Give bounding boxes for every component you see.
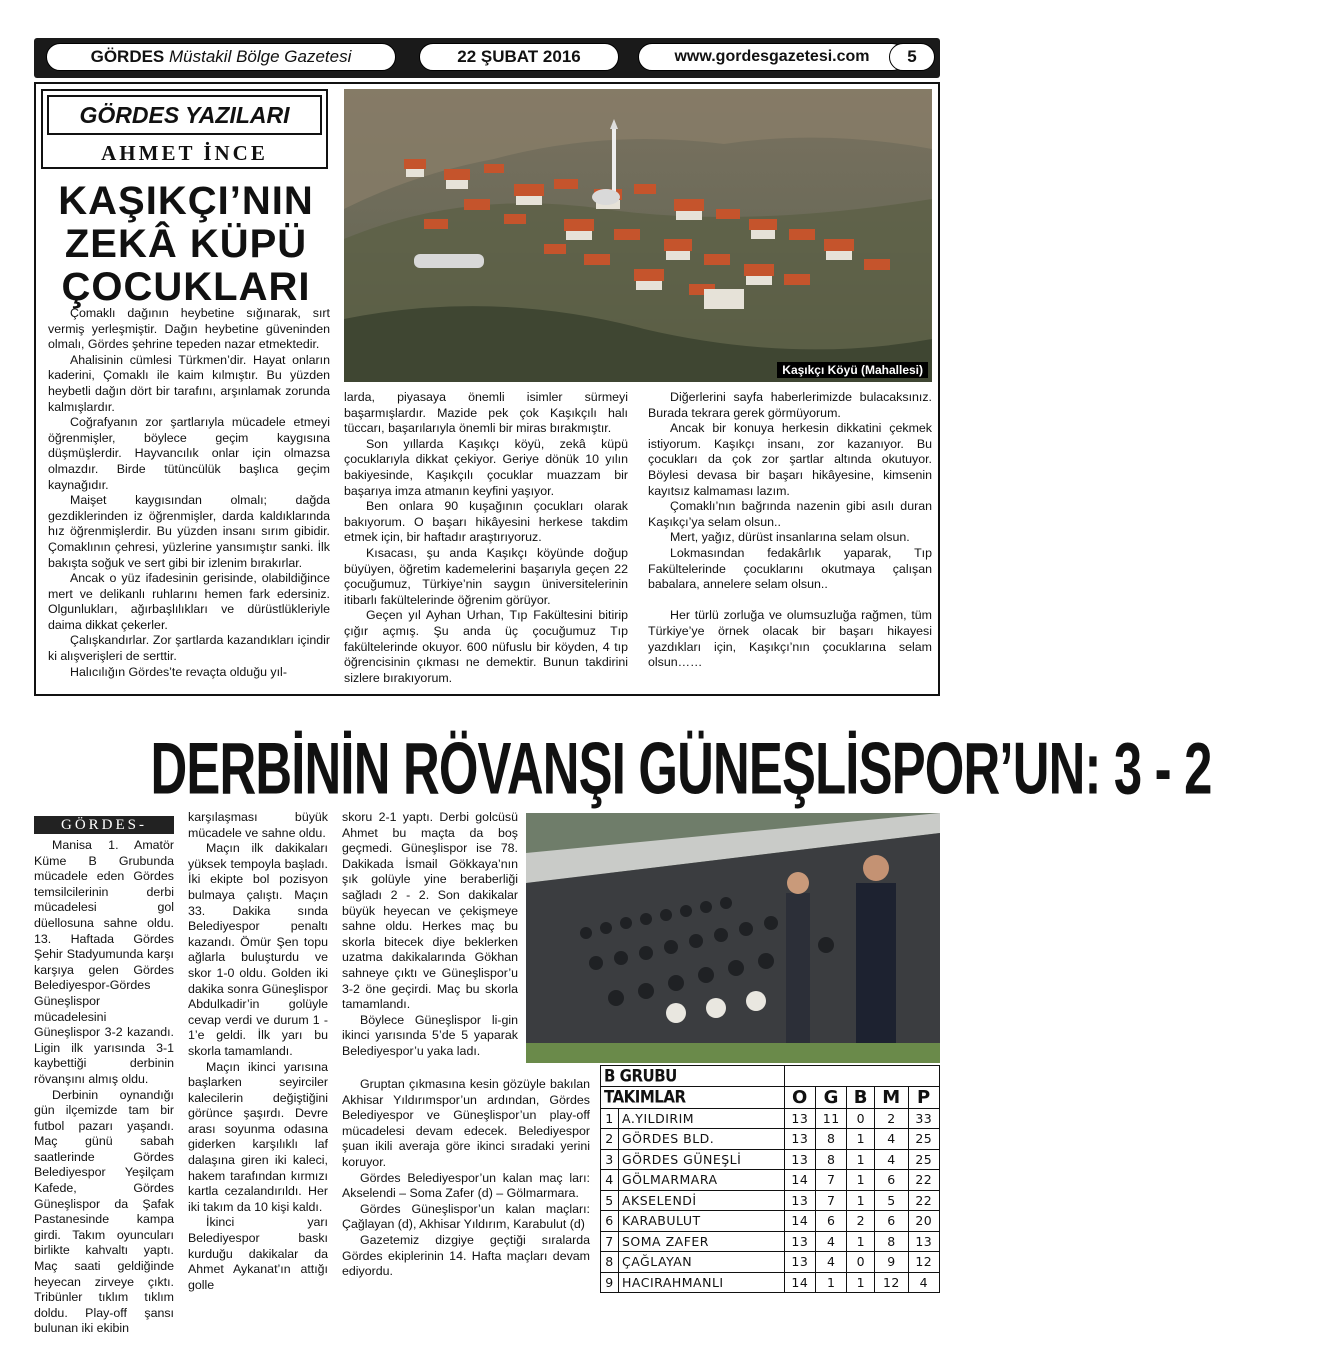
column-header-box [41, 89, 328, 169]
rank-cell: 7 [601, 1231, 619, 1252]
standings-header-blank [784, 1066, 939, 1087]
paragraph: Çalışkandırlar. Zor şartlarda kazandıkları içindir ki alışverişleri de serttir. [48, 633, 330, 664]
paragraph [648, 593, 932, 609]
paragraph: Çomaklı dağının heybetine sığınarak, sırt vermiş yerleşmiştir. Dağın heybetine güveninden olmalı, Gördes şehrine tepeden nazar etmektedir. [48, 306, 330, 352]
column-text-col2 [344, 390, 628, 686]
played-cell: 13 [784, 1231, 815, 1252]
won-cell: 11 [816, 1108, 847, 1129]
match-text-col1 [34, 838, 174, 1337]
lost-cell: 2 [875, 1108, 908, 1129]
points-cell: 25 [908, 1129, 939, 1150]
website-link[interactable]: www.gordesgazetesi.com [638, 43, 906, 71]
lost-cell: 9 [875, 1252, 908, 1273]
paragraph: Coğrafyanın zor şartlarıyla mücadele etmeyi öğrenmişler, böylece geçim kaygısına düşmüşlerdir. Hayvancılık onlar için olmazsa olmazdır. Birde tütüncülük başlıca geçim kaynağıdır. [48, 415, 330, 492]
column-header: B [847, 1086, 875, 1108]
paper-subtitle: Müstakil Bölge Gazetesi [169, 47, 352, 66]
paragraph: Ben onlara 90 kuşağının çocukları olarak bakıyorum. O başarı hikâyesini herkese takdim etmek için, bir haftadır araştırıyoruz. [344, 499, 628, 545]
won-cell: 6 [816, 1211, 847, 1232]
paragraph: larda, piyasaya önemli isimler sürmeyi başarmışlardır. Mazide pek çok Kaşıkçılı halı tüccarı, başarılarıyla önemli bir miras bırakmıştır. [344, 390, 628, 436]
column-text-col3 [648, 390, 932, 671]
won-cell: 4 [816, 1252, 847, 1273]
team-cell: A.YILDIRIM [619, 1108, 785, 1129]
team-cell: HACIRAHMANLI [619, 1272, 785, 1293]
page-number: 5 [889, 43, 935, 71]
played-cell: 13 [784, 1190, 815, 1211]
paragraph: Geçen yıl Ayhan Urhan, Tıp Fakültesini bitirip çığır açmış. Şu anda üç çocuğumuz Tıp fakültelerinde okuyor. 600 nüfuslu bir köyden, 4 tıp öğrencisinin çıkması ne demektir. Bunun takdirini sizlere bırakıyorum. [344, 608, 628, 685]
rank-cell: 4 [601, 1170, 619, 1191]
drawn-cell: 1 [847, 1170, 875, 1191]
paragraph: Her türlü zorluğa ve olumsuzluğa rağmen, tüm Türkiye’ye örnek olacak bir başarı hikayesi yazdıkları için, Kaşıkçı’nın çocuklarına selam olsun…… [648, 608, 932, 670]
paragraph: Halıcılığın Gördes’te revaçta olduğu yıl- [70, 664, 287, 679]
played-cell: 13 [784, 1252, 815, 1273]
paragraph: Gördes Güneşlispor’un kalan maçları: Çağlayan (d), Akhisar Yıldırım, Karabulut (d) [342, 1201, 590, 1232]
match-text-col2 [188, 810, 328, 1293]
match-text-col4 [342, 1077, 590, 1280]
paragraph: Son yıllarda Kaşıkçı köyü, zekâ küpü çocuklarıyla dikkat çekiyor. Geriye dönük 10 yılın bakiyesinde, Kaşıkçılı çocuklar muazzam bir başarıya imza atmanın keyfini yaşıyor. [344, 436, 628, 498]
played-cell: 13 [784, 1129, 815, 1150]
paragraph: karşılaşması büyük mücadele ve sahne oldu. [188, 810, 328, 840]
won-cell: 4 [816, 1231, 847, 1252]
rank-cell: 5 [601, 1190, 619, 1211]
won-cell: 7 [816, 1190, 847, 1211]
issue-date: 22 ŞUBAT 2016 [419, 43, 619, 71]
paragraph: Manisa 1. Amatör Küme B Grubunda mücadele eden Gördes temsilcilerinin derbi mücadelesi gol düellosuna sahne oldu. 13. Haftada Gördes Şehir Stadyumunda karşı karşıya gelen Gördes Belediyespor-Gördes Güneşlispor mücadelesini Güneşlispor 3-2 kazandı. Ligin ilk yarısında 3-1 kaybettiği derbinin rövanşını almış oldu. [34, 838, 174, 1086]
team-cell: KARABULUT [619, 1211, 785, 1232]
won-cell: 7 [816, 1170, 847, 1191]
paper-title: GÖRDES [90, 47, 165, 66]
column-header: O [784, 1086, 815, 1108]
table-row [601, 1231, 940, 1252]
paragraph: Maişet kaygısından olmalı; dağda gezdiklerinden iz öğrenmişler, darda kaldıklarında hız öğrenmişlerdir. Bu yüzden insanı sırım gibidir. Çomaklının çehresi, yüzlerine yansımıştır sanki. İlk bakışta soğuk ve sert gibi bir izlenim bırakırlar. [48, 493, 330, 570]
rank-cell: 8 [601, 1252, 619, 1273]
paragraph: Çomaklı’nın bağrında nazenin gibi asılı duran Kaşıkçı’ya selam olsun.. [648, 499, 932, 529]
column-header: G [816, 1086, 847, 1108]
table-row [601, 1211, 940, 1232]
paragraph: Ancak o yüz ifadesinin gerisinde, olabildiğince mert ve delikanlı ruhlarını hemen fark edersiniz. Olgunlukları, ağırbaşlılıkları ve dürüstlükleriyle daima dikkat çekerler. [48, 571, 330, 632]
paragraph: Maçın ilk dakikaları yüksek tempoyla başladı. İki ekipte bol pozisyon bulmaya çalıştı. Maçın 33. Dakika sında Belediyespor penaltı kazandı. Ömür Şen topu ağlarla buluşturdu ve skor 1-0 oldu. Golden iki dakika sonra Güneşlispor Abdulkadir’in golüyle cevap verdi ve durum 1 - 1’e geldi. İlk yarı bu skorla tamamlandı. [188, 841, 328, 1058]
column-section-title: GÖRDES YAZILARI [47, 95, 322, 135]
paragraph: Kısacası, şu anda Kaşıkçı köyünde doğup büyüyen, öğretim kademelerini başarıyla geçen 22 çocuğumuz, Türkiye’nin saygın üniversitelerinin itibarlı fakültelerinde öğrenim görüyor. [344, 545, 628, 607]
paragraph: Maçın ikinci yarısına başlarken seyirciler kalecilerin değiştiğini görünce şaşırdı. Devre arası soyunma odasına giderken karşılıklı laf dalaşına giren iki kaleci, hakem tarafından kırmızı kartla cezalandırıldı. Her iki takım da 10 kişi kaldı. [188, 1059, 328, 1214]
paragraph: Diğerlerini sayfa haberlerimizde bulacaksınız. Burada tekrara gerek görmüyorum. [648, 390, 932, 420]
team-cell: ÇAĞLAYAN [619, 1252, 785, 1273]
won-cell: 1 [816, 1272, 847, 1293]
match-headline-text: DERBİNİN RÖVANŞI GÜNEŞLİSPOR’UN: 3 - 2 [150, 728, 1212, 811]
column-article [34, 82, 940, 696]
points-cell: 4 [908, 1272, 939, 1293]
played-cell: 14 [784, 1272, 815, 1293]
paragraph: Gazetemiz dizgiye geçtiği sıralarda Gördes ekiplerinin 14. Hafta maçları devam ediyordu. [342, 1232, 590, 1279]
points-cell: 25 [908, 1149, 939, 1170]
standings-teams-header: TAKIMLAR [601, 1084, 785, 1109]
drawn-cell: 1 [847, 1129, 875, 1150]
lost-cell: 8 [875, 1231, 908, 1252]
drawn-cell: 2 [847, 1211, 875, 1232]
drawn-cell: 1 [847, 1272, 875, 1293]
points-cell: 22 [908, 1190, 939, 1211]
played-cell: 13 [784, 1149, 815, 1170]
team-cell: SOMA ZAFER [619, 1231, 785, 1252]
team-cell: AKSELENDİ [619, 1190, 785, 1211]
rank-cell: 9 [601, 1272, 619, 1293]
rank-cell: 2 [601, 1129, 619, 1150]
table-row [601, 1190, 940, 1211]
match-headline [34, 728, 1212, 811]
lost-cell: 6 [875, 1170, 908, 1191]
paragraph: Mert, yağız, dürüst insanlarına selam olsun. [670, 530, 910, 545]
team-cell: GÖLMARMARA [619, 1170, 785, 1191]
village-photo [344, 89, 932, 382]
column-headline [36, 180, 336, 309]
drawn-cell: 0 [847, 1252, 875, 1273]
paper-name [46, 43, 396, 71]
rank-cell: 1 [601, 1108, 619, 1129]
table-row [601, 1170, 940, 1191]
points-cell: 33 [908, 1108, 939, 1129]
match-text-col3 [342, 810, 518, 1060]
lost-cell: 5 [875, 1190, 908, 1211]
standings-table [600, 1065, 940, 1293]
standings-body [601, 1108, 940, 1293]
points-cell: 12 [908, 1252, 939, 1273]
paragraph: Gruptan çıkmasına kesin gözüyle bakılan Akhisar Yıldırımspor’un ardından, Gördes Belediyespor ve Güneşlispor’un play-off mücadelesi devam edecek. Belediyespor şuan ikili averaja göre ikinci sıradaki yerini koruyor. [342, 1077, 590, 1169]
column-header: P [908, 1086, 939, 1108]
column-text-col1 [48, 306, 330, 680]
rank-cell: 6 [601, 1211, 619, 1232]
column-header: M [875, 1086, 908, 1108]
standings-group-title: B GRUBU [601, 1064, 785, 1088]
won-cell: 8 [816, 1129, 847, 1150]
page-header [34, 38, 940, 78]
lost-cell: 4 [875, 1149, 908, 1170]
played-cell: 14 [784, 1170, 815, 1191]
paragraph: Gördes Belediyespor’un kalan maç ları: Akselendi – Soma Zafer (d) – Gölmarmara. [342, 1170, 590, 1201]
paragraph: İkinci yarı Belediyespor baskı kurduğu dakikalar da Ahmet Aykanat’ın attığı golle [188, 1215, 328, 1292]
played-cell: 13 [784, 1108, 815, 1129]
table-row [601, 1149, 940, 1170]
headline-line: ÇOCUKLARI [61, 265, 311, 309]
headline-line: KAŞIKÇI’NIN [58, 179, 314, 223]
paragraph: Derbinin oynandığı gün ilçemizde tam bir futbol pazarı yaşandı. Maç günü sabah saatlerinde Gördes Belediyespor Yeşilçam Kafede, Gördes Güneşlispor da Şafak Pastanesinde kampa girdi. Takım oyuncuları birlikte kahvaltı yaptı. Maç saati geldiğinde heyecan zirveye çıktı. Tribünler tıklım tıklım doldu. Play-off şansı bulunan iki ekibin [34, 1087, 174, 1336]
lost-cell: 4 [875, 1129, 908, 1150]
paragraph: Ancak bir konuya herkesin dikkatini çekmek istiyorum. Kaşıkçı insanı, zor kazanıyor. Bu çocukları da çok zor şartlar altında okutuyor. Böylesi devasa bir başarı hikâyesine, kimsenin kayıtsız kalmaması lazım. [648, 421, 932, 498]
paragraph: Lokmasından fedakârlık yaparak, Tıp Fakültelerinde çocuklarını okutmaya çalışan babalara, annelere selam olsun.. [648, 545, 932, 592]
news-source-tag: GÖRDES- [34, 816, 174, 834]
drawn-cell: 1 [847, 1190, 875, 1211]
team-cell: GÖRDES BLD. [619, 1129, 785, 1150]
headline-line: ZEKÂ KÜPÜ [64, 222, 308, 266]
table-row [601, 1108, 940, 1129]
stadium-crowd-photo [526, 813, 940, 1063]
stadium-crowd-image [526, 813, 940, 1063]
points-cell: 22 [908, 1170, 939, 1191]
paragraph: Böylece Güneşlispor li-gin ikinci yarısında 5’de 5 yaparak Belediyespor’u yaka ladı. [342, 1012, 518, 1058]
lost-cell: 6 [875, 1211, 908, 1232]
drawn-cell: 1 [847, 1231, 875, 1252]
lost-cell: 12 [875, 1272, 908, 1293]
table-row [601, 1129, 940, 1150]
points-cell: 13 [908, 1231, 939, 1252]
paragraph: skoru 2-1 yaptı. Derbi golcüsü Ahmet bu maçta da boş geçmedi. Güneşlispor ise 78. Dakikada İsmail Gökkaya’nın şık golüyle yine beraberliği sağladı 2 - 2. Son dakikalar büyük heyecan ve çekişmeye sahne oldu. Herkes maç bu skorla bitecek diye beklerken uzatma dakikalarında Gökhan sahneye çıktı ve Güneşlispor’u 3-2 öne geçirdi. Maç bu skorla tamamlandı. [342, 810, 518, 1012]
table-row [601, 1252, 940, 1273]
photo-caption: Kaşıkçı Köyü (Mahallesi) [777, 362, 928, 378]
village-photo-image [344, 89, 932, 382]
column-author: AHMET İNCE [101, 141, 268, 165]
points-cell: 20 [908, 1211, 939, 1232]
won-cell: 8 [816, 1149, 847, 1170]
drawn-cell: 0 [847, 1108, 875, 1129]
drawn-cell: 1 [847, 1149, 875, 1170]
paragraph: Ahalisinin cümlesi Türkmen’dir. Hayat onların kaderini, Çomaklı ile kaim kılmıştır. Bu yüzden heybetli dağın dört bir tarafını, arşınlamak zorunda kalmışlardır. [48, 352, 330, 414]
rank-cell: 3 [601, 1149, 619, 1170]
team-cell: GÖRDES GÜNEŞLİ [619, 1149, 785, 1170]
table-row [601, 1272, 940, 1293]
played-cell: 14 [784, 1211, 815, 1232]
